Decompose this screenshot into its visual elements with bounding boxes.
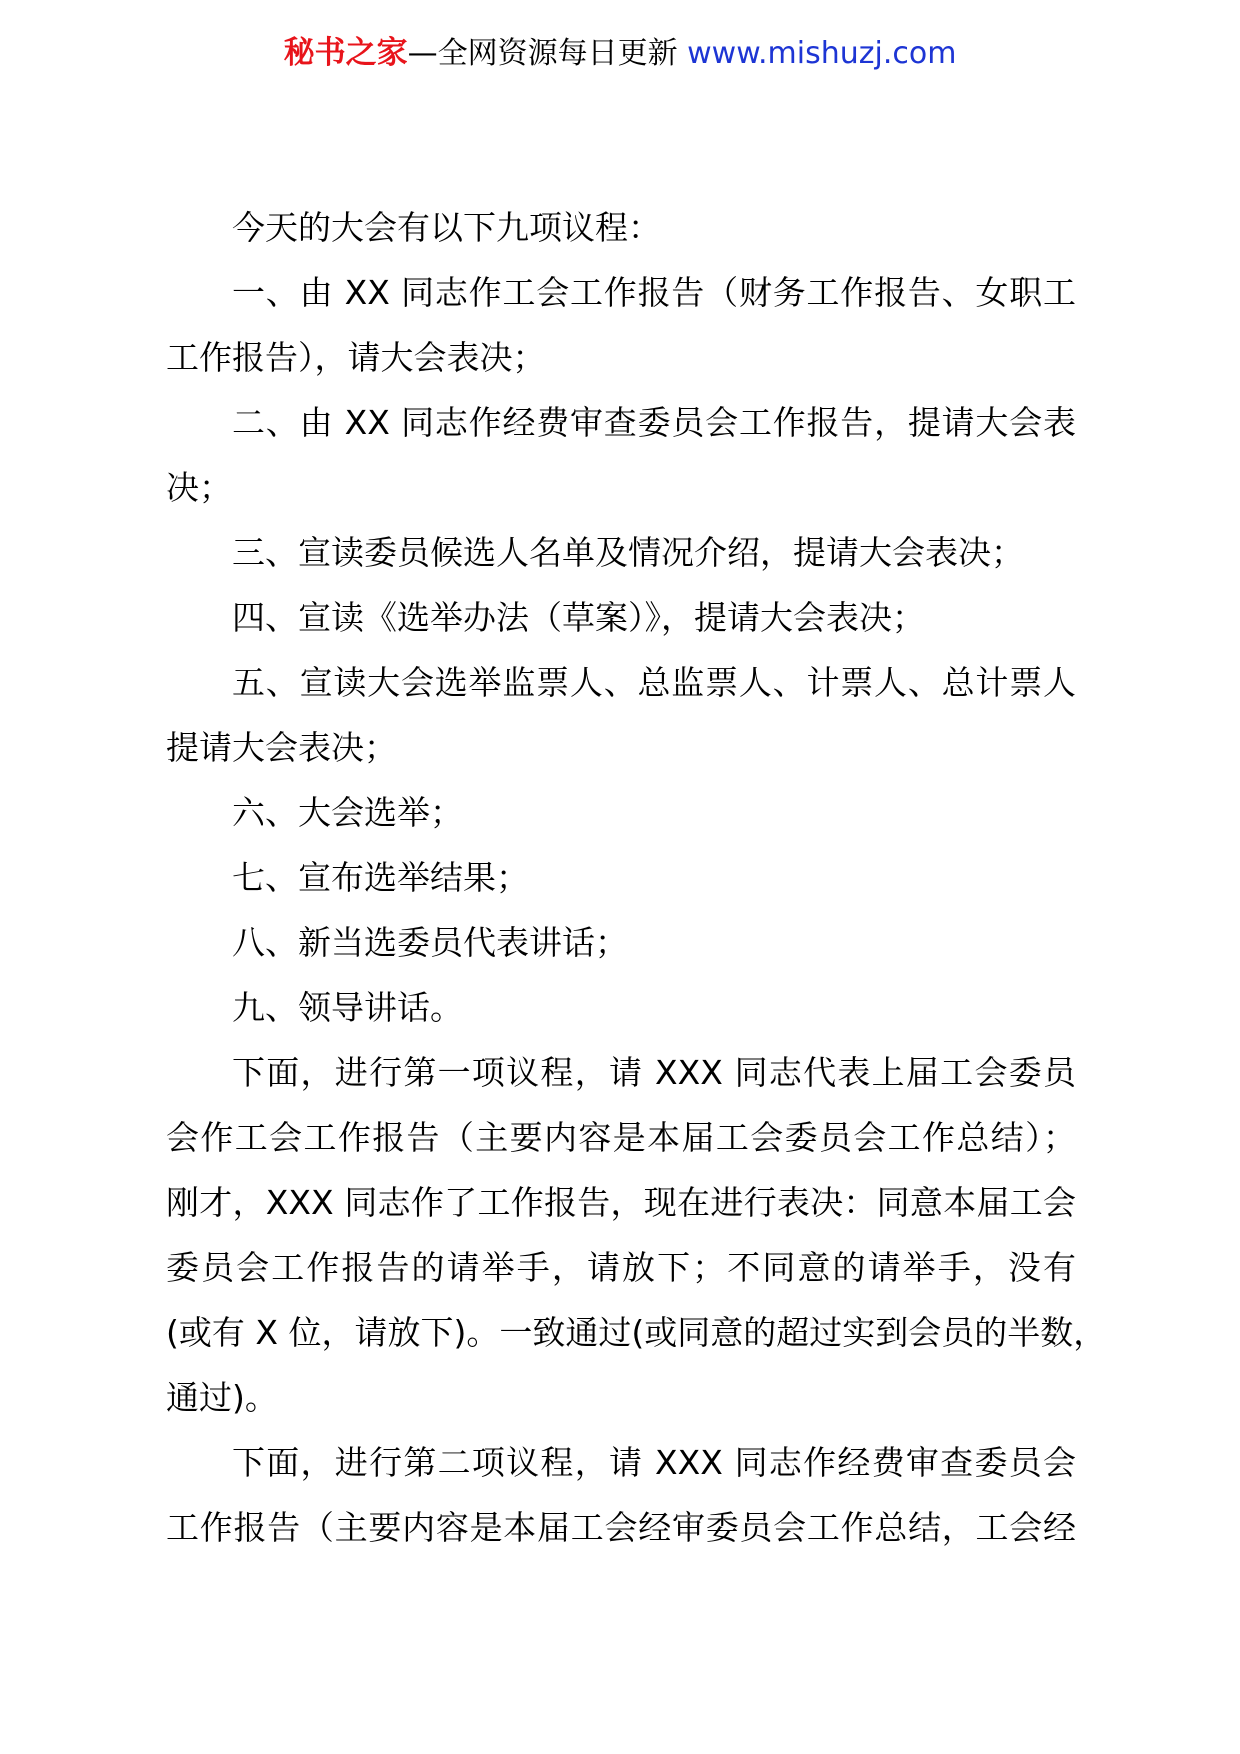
paragraph-agenda-item-2 bbox=[166, 390, 1076, 520]
paragraph-agenda-intro bbox=[166, 195, 1076, 260]
paragraph-second-agenda-proceeding bbox=[166, 1430, 1076, 1560]
text-line: 四、宣读《选举办法（草案）》，提请大会表决； bbox=[232, 598, 925, 637]
paragraph-agenda-item-1 bbox=[166, 260, 1076, 390]
text-line: 七、宣布选举结果； bbox=[232, 858, 529, 897]
page-header bbox=[0, 28, 1240, 79]
website-link[interactable]: www.mishuzj.com bbox=[687, 36, 957, 71]
text-line: 工作报告），请大会表决； bbox=[166, 338, 546, 377]
paragraph-agenda-item-5 bbox=[166, 650, 1076, 780]
text-line: 刚才，XXX 同志作了工作报告，现在进行表决：同意本届工会 bbox=[166, 1183, 1076, 1222]
text-line: 今天的大会有以下九项议程： bbox=[232, 208, 661, 247]
paragraph-agenda-item-3 bbox=[166, 520, 1076, 585]
paragraph-first-agenda-proceeding bbox=[166, 1040, 1107, 1430]
text-line: 决； bbox=[166, 468, 232, 507]
text-line: 八、新当选委员代表讲话； bbox=[232, 923, 628, 962]
text-line: 工作报告（主要内容是本届工会经审委员会工作总结，工会经 bbox=[166, 1508, 1076, 1547]
paragraph-agenda-item-4 bbox=[166, 585, 1076, 650]
paragraph-agenda-item-6 bbox=[166, 780, 1076, 845]
text-line: 六、大会选举； bbox=[232, 793, 463, 832]
text-line: 一、由 XX 同志作工会工作报告（财务工作报告、女职工 bbox=[232, 273, 1076, 312]
document-body bbox=[166, 195, 1107, 1560]
text-line: 委员会工作报告的请举手，请放下；不同意的请举手，没有 bbox=[166, 1248, 1076, 1287]
paragraph-agenda-item-8 bbox=[166, 910, 1076, 975]
text-line: 提请大会表决； bbox=[166, 728, 397, 767]
text-line: 二、由 XX 同志作经费审查委员会工作报告，提请大会表 bbox=[232, 403, 1076, 442]
header-tagline: —全网资源每日更新 bbox=[407, 36, 688, 71]
text-line: 下面，进行第一项议程，请 XXX 同志代表上届工会委员 bbox=[232, 1053, 1076, 1092]
brand-name: 秘书之家 bbox=[283, 35, 408, 71]
text-line: 三、宣读委员候选人名单及情况介绍，提请大会表决； bbox=[232, 533, 1024, 572]
text-line: 下面，进行第二项议程，请 XXX 同志作经费审查委员会 bbox=[232, 1443, 1076, 1482]
text-line: 会作工会工作报告（主要内容是本届工会委员会工作总结）； bbox=[166, 1118, 1076, 1157]
text-line: 通过)。 bbox=[166, 1378, 278, 1417]
paragraph-agenda-item-7 bbox=[166, 845, 1076, 910]
text-line: (或有 X 位，请放下)。一致通过(或同意的超过实到会员的半数， bbox=[166, 1313, 1107, 1352]
text-line: 五、宣读大会选举监票人、总监票人、计票人、总计票人 bbox=[232, 663, 1076, 702]
text-line: 九、领导讲话。 bbox=[232, 988, 463, 1027]
paragraph-agenda-item-9 bbox=[166, 975, 1076, 1040]
